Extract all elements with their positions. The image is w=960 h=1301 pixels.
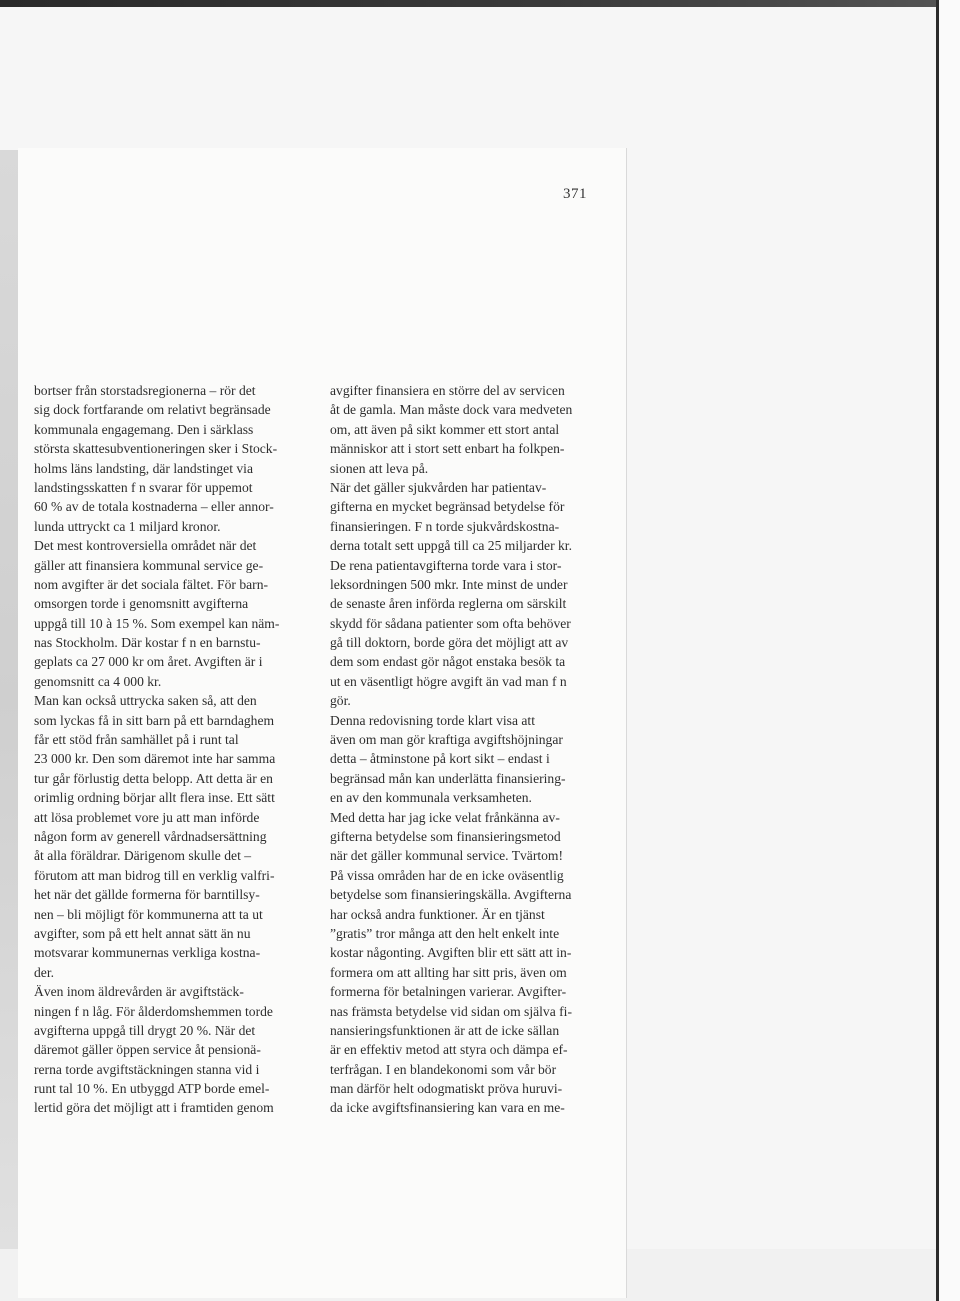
- text-line: gifterna en mycket begränsad betydelse för: [330, 499, 565, 515]
- text-line: derna totalt sett uppgå till ca 25 miljarder kr.: [330, 538, 572, 554]
- text-line: skydd för sådana patienter som ofta behöver: [330, 615, 571, 631]
- text-line: däremot gäller öppen service åt pensionä-: [34, 1042, 261, 1058]
- text-line: detta – åtminstone på kort sikt – endast i: [330, 751, 550, 767]
- text-column-left: [34, 381, 318, 1118]
- page-number: 371: [563, 186, 587, 202]
- text-line: uppgå till 10 à 15 %. Som exempel kan näm-: [34, 615, 280, 631]
- text-line: rerna torde avgiftstäckningen stanna vid i: [34, 1061, 260, 1077]
- text-line: människor att i stort sett enbart ha folkpen-: [330, 441, 565, 457]
- scan-top-edge: [0, 0, 960, 7]
- text-line: Med detta har jag icke velat frånkänna av-: [330, 809, 560, 825]
- text-line: tur går förlustig detta belopp. Att detta är en: [34, 770, 273, 786]
- text-line: formera om att allting har sitt pris, även om: [330, 964, 567, 980]
- text-line: kostar någonting. Avgiften blir ett sätt att in-: [330, 945, 572, 961]
- text-line: orimlig ordning börjar allt flera inse. Ett sätt: [34, 790, 275, 806]
- text-line: som lyckas få in sitt barn på ett barndaghem: [34, 712, 275, 728]
- text-line: en av den kommunala verksamheten.: [330, 790, 532, 806]
- text-line: sionen att leva på.: [330, 460, 429, 476]
- text-line: är en effektiv metod att styra och dämpa ef-: [330, 1042, 568, 1058]
- text-line: De rena patientavgifterna torde vara i stor-: [330, 557, 562, 573]
- text-line: att lösa problemet vore ju att man införde: [34, 809, 260, 825]
- text-line: om, att även på sikt kommer ett stort antal: [330, 421, 560, 437]
- text-line: bortser från storstadsregionerna – rör det: [34, 383, 256, 398]
- text-line: der.: [34, 964, 55, 980]
- text-line: nom avgifter är det sociala fältet. För barn-: [34, 576, 269, 592]
- text-line: avgifter finansiera en större del av servicen: [330, 383, 565, 398]
- text-line: åt de gamla. Man måste dock vara medveten: [330, 402, 573, 418]
- text-line: nen – bli möjligt för kommunerna att ta ut: [34, 906, 263, 922]
- text-line: nas Stockholm. Där kostar f n en barnstu-: [34, 635, 261, 651]
- text-line: även om man gör kraftiga avgiftshöjningar: [330, 732, 563, 748]
- text-line: de senaste åren införda reglerna om särskilt: [330, 596, 567, 612]
- text-line: holms läns landsting, där landstinget via: [34, 460, 253, 476]
- text-line: 23 000 kr. Den som däremot inte har samma: [34, 751, 276, 767]
- scan-right-edge: [936, 0, 939, 1301]
- text-line: ut en väsentligt högre avgift än vad man f n: [330, 673, 567, 689]
- text-line: nas främsta betydelse vid sidan om själva fi-: [330, 1003, 572, 1019]
- text-line: gör.: [330, 693, 351, 709]
- text-line: motsvarar kommunernas verkliga kostna-: [34, 945, 261, 961]
- text-line: Det mest kontroversiella området när det: [34, 538, 257, 554]
- text-line: geplats ca 27 000 kr om året. Avgiften är i: [34, 654, 263, 670]
- text-line: kommunala engagemang. Den i särklass: [34, 421, 254, 437]
- text-line: avgifter, som på ett helt annat sätt än nu: [34, 925, 251, 941]
- text-line: lunda uttryckt ca 1 miljard kronor.: [34, 518, 221, 534]
- text-line: Denna redovisning torde klart visa att: [330, 712, 535, 728]
- text-line: har också andra funktioner. Är en tjänst: [330, 906, 545, 922]
- text-line: begränsad mån kan underlätta finansiering-: [330, 770, 566, 786]
- text-line: runt tal 10 %. En utbyggd ATP borde emel-: [34, 1081, 270, 1097]
- text-line: Man kan också uttrycka saken så, att den: [34, 693, 257, 709]
- text-line: nansieringsfunktionen är att de icke sällan: [330, 1022, 560, 1038]
- text-line: På vissa områden har de en icke oväsentlig: [330, 867, 564, 883]
- text-line: betydelse som finansieringskälla. Avgifterna: [330, 887, 572, 903]
- text-line: leksordningen 500 mkr. Inte minst de under: [330, 576, 568, 592]
- text-line: någon form av generell vårdnadsersättning: [34, 828, 267, 844]
- text-line: dem som endast gör något enstaka besök ta: [330, 654, 566, 670]
- text-line: förutom att man bidrog till en verklig valfri-: [34, 867, 275, 883]
- text-line: lertid göra det möjligt att i framtiden genom: [34, 1100, 274, 1116]
- scan-right-margin: [936, 0, 960, 1301]
- text-line: genomsnitt ca 4 000 kr.: [34, 673, 162, 689]
- text-line: terfrågan. I en blandekonomi som vår bör: [330, 1061, 557, 1077]
- text-line: da icke avgiftsfinansiering kan vara en me-: [330, 1100, 565, 1116]
- text-line: avgifterna uppgå till drygt 20 %. När det: [34, 1022, 256, 1038]
- text-line: omsorgen torde i genomsnitt avgifterna: [34, 596, 249, 612]
- text-column-right: [330, 381, 616, 1118]
- text-line: finansieringen. F n torde sjukvårdskostna-: [330, 518, 560, 534]
- text-line: När det gäller sjukvården har patientav-: [330, 479, 547, 495]
- text-line: man därför helt odogmatiskt pröva huruvi-: [330, 1081, 563, 1097]
- text-line: när det gäller kommunal service. Tvärtom!: [330, 848, 564, 864]
- text-line: formerna för betalningen varierar. Avgifter-: [330, 984, 567, 1000]
- text-line: ”gratis” tror många att den helt enkelt inte: [330, 925, 560, 941]
- text-line: gifterna betydelse som finansieringsmetod: [330, 828, 561, 844]
- text-line: ningen f n låg. För ålderdomshemmen torde: [34, 1003, 273, 1019]
- text-line: landstingsskatten f n svarar för uppemot: [34, 479, 253, 495]
- text-line: största skattesubventioneringen sker i Stock-: [34, 441, 278, 457]
- text-line: sig dock fortfarande om relativt begränsade: [34, 402, 271, 418]
- text-line: gäller att finansiera kommunal service ge-: [34, 557, 264, 573]
- text-line: åt alla föräldrar. Därigenom skulle det –: [34, 848, 252, 864]
- text-line: gå till doktorn, borde göra det möjligt att av: [330, 635, 569, 651]
- text-line: 60 % av de totala kostnaderna – eller annor-: [34, 499, 274, 515]
- text-line: het när det gällde formerna för barntillsy-: [34, 887, 260, 903]
- text-line: får ett stöd från samhället på i runt tal: [34, 732, 239, 748]
- text-line: Även inom äldrevården är avgiftstäck-: [34, 984, 244, 1000]
